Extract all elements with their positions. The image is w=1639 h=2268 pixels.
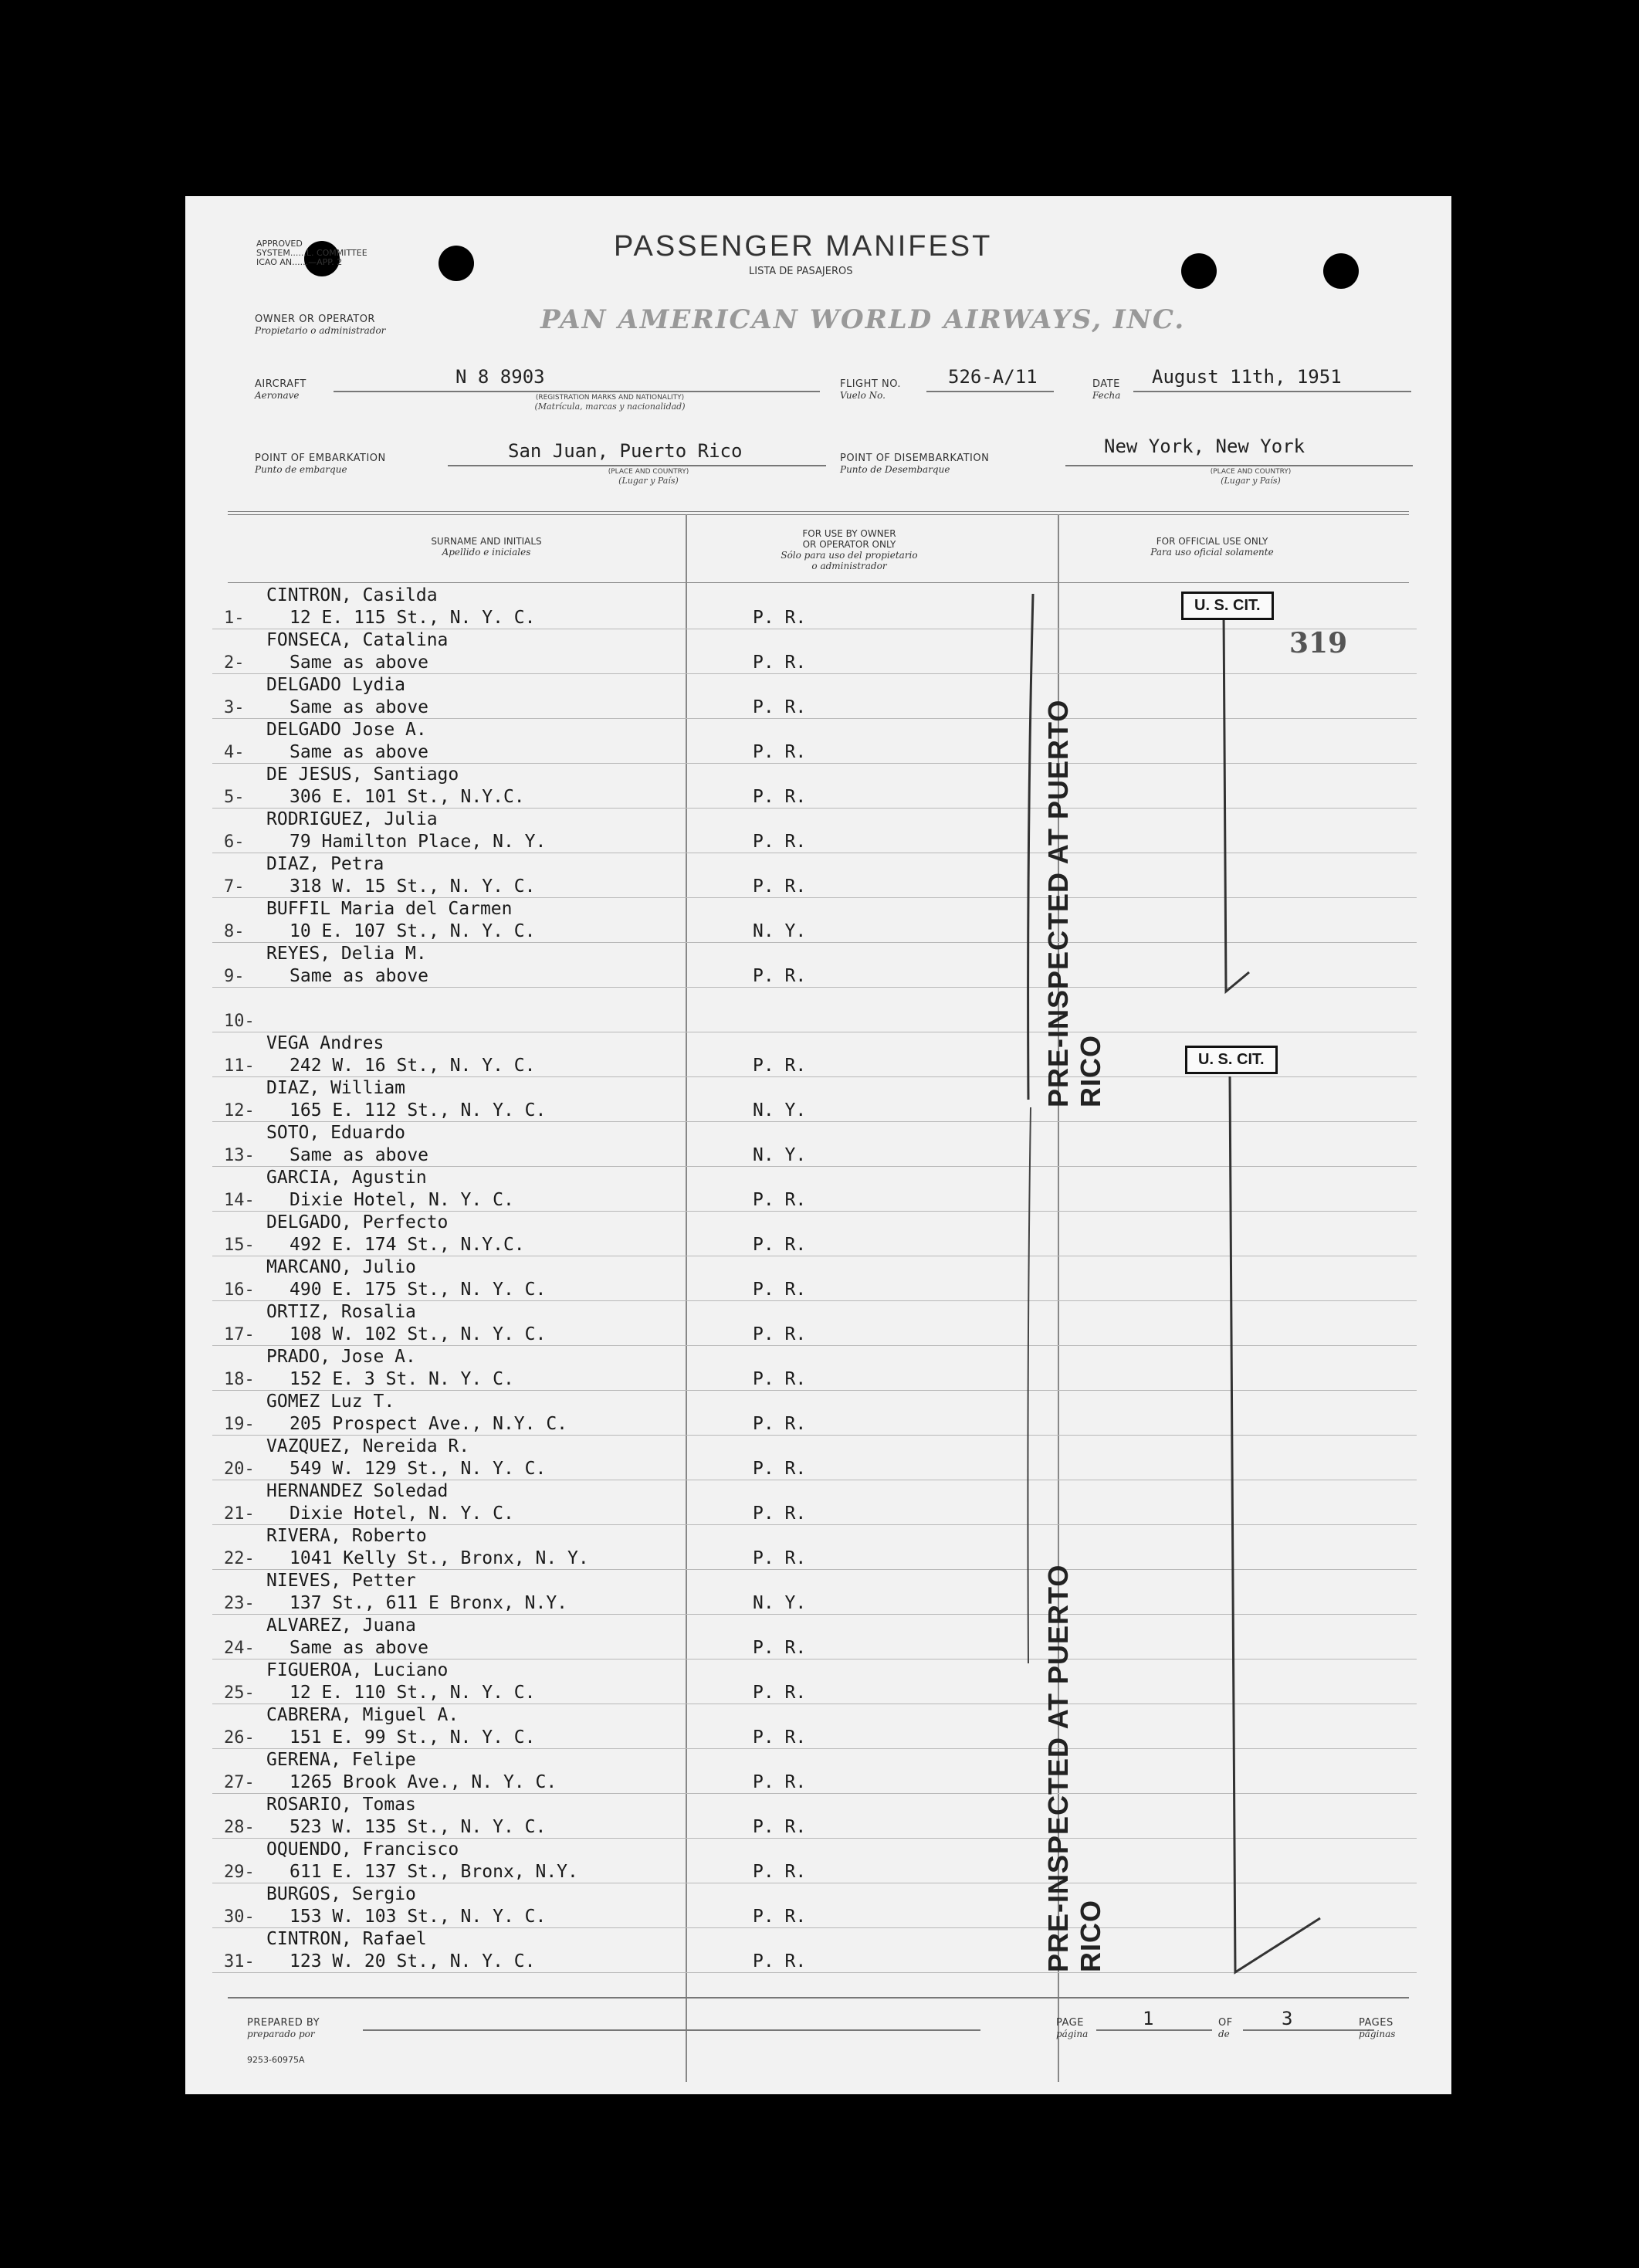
embark-label-en: POINT OF EMBARKATION [255,453,386,464]
passenger-address: 152 E. 3 St. N. Y. C. [290,1369,514,1389]
embark-value: San Juan, Puerto Rico [508,440,743,462]
passenger-name: GOMEZ Luz T. [266,1392,395,1412]
passenger-address: 1041 Kelly St., Bronx, N. Y. [290,1548,589,1568]
passenger-name: SOTO, Eduardo [266,1123,406,1143]
flight-label [840,378,901,401]
row-number: 12- [224,1101,255,1120]
row-number: 21- [224,1504,255,1524]
col-owner-es2: o administrador [811,561,887,571]
disembark-value: New York, New York [1104,436,1305,457]
row-number: 17- [224,1325,255,1344]
row-rule [212,1972,1417,1973]
pages-label-en: PAGES [1359,2017,1393,2029]
row-number: 15- [224,1236,255,1255]
passenger-address: 10 E. 107 St., N. Y. C. [290,921,536,941]
passenger-row [185,1793,1451,1838]
row-number: 29- [224,1863,255,1882]
page-label-en: PAGE [1056,2017,1084,2029]
date-label-en: DATE [1092,378,1120,390]
passenger-name: FONSECA, Catalina [266,630,449,650]
passenger-name: DIAZ, Petra [266,854,384,874]
passenger-name: FIGUEROA, Luciano [266,1660,449,1680]
passenger-name: ORTIZ, Rosalia [266,1302,416,1322]
passenger-row [185,1300,1451,1345]
col-official-es: Para uso oficial solamente [1150,547,1274,558]
row-number: 1- [224,609,245,628]
passenger-row [185,763,1451,808]
passenger-address: Dixie Hotel, N. Y. C. [290,1190,514,1210]
passenger-row [185,1256,1451,1300]
page-number: 1 [1143,2008,1154,2029]
row-number: 31- [224,1952,255,1971]
passenger-owner-code: P. R. [753,1862,807,1882]
table-top-rule [228,511,1409,515]
footer-rule [228,1997,1409,1998]
passenger-owner-code: N. Y. [753,1145,807,1165]
passenger-name: DIAZ, William [266,1078,406,1098]
passenger-owner-code: N. Y. [753,1100,807,1120]
row-number: 6- [224,832,245,852]
passenger-address: 12 E. 115 St., N. Y. C. [290,608,536,628]
owner-label [255,314,385,336]
passenger-name: ALVAREZ, Juana [266,1615,416,1636]
passenger-row [185,718,1451,763]
disembark-hint [1158,468,1343,486]
passenger-address: 306 E. 101 St., N.Y.C. [290,787,525,807]
passenger-owner-code: P. R. [753,1638,807,1658]
passenger-name: MARCANO, Julio [266,1257,416,1277]
row-number: 18- [224,1370,255,1389]
passenger-owner-code: P. R. [753,1459,807,1479]
punch-hole [1181,253,1217,289]
passenger-row [185,1524,1451,1569]
passenger-row [185,853,1451,897]
row-number: 19- [224,1415,255,1434]
passenger-owner-code: P. R. [753,742,807,762]
passenger-owner-code: P. R. [753,966,807,986]
row-number: 20- [224,1459,255,1479]
passenger-name: CINTRON, Casilda [266,585,438,605]
disembark-label [840,453,989,475]
date-label-es: Fecha [1092,390,1121,401]
passenger-name: RIVERA, Roberto [266,1526,427,1546]
passenger-owner-code: P. R. [753,1369,807,1389]
passenger-row [185,1390,1451,1435]
passenger-owner-code: P. R. [753,876,807,897]
row-number: 25- [224,1683,255,1703]
embark-label-es: Punto de embarque [255,464,347,475]
passenger-owner-code: P. R. [753,1772,807,1792]
passenger-address: 153 W. 103 St., N. Y. C. [290,1907,547,1927]
passenger-address: Dixie Hotel, N. Y. C. [290,1504,514,1524]
page-label-es: página [1056,2029,1089,2039]
flight-label-es: Vuelo No. [840,390,886,401]
passenger-name: NIEVES, Petter [266,1571,416,1591]
passenger-owner-code: P. R. [753,1951,807,1971]
passenger-row [185,1166,1451,1211]
manifest-sheet [185,196,1451,2094]
passenger-row [185,673,1451,718]
passenger-owner-code: P. R. [753,1504,807,1524]
row-number: 9- [224,967,245,986]
approval-line: SYSTEM......L. COMMITTEE [256,248,367,258]
passenger-name: DELGADO Lydia [266,675,406,695]
embark-label [255,453,386,475]
passenger-name: CABRERA, Miguel A. [266,1705,459,1725]
disembark-label-en: POINT OF DISEMBARKATION [840,453,990,464]
preinspected-stamp: PRE-INSPECTED AT PUERTO RICO [1042,1564,1106,1972]
of-label-en: OF [1218,2017,1233,2029]
flight-underline [926,391,1054,392]
passenger-row [185,1211,1451,1256]
date-underline [1133,391,1411,392]
row-number: 10- [224,1012,255,1031]
embark-hint-es: (Lugar y País) [618,476,679,486]
form-title: PASSENGER MANIFEST [614,230,993,263]
passenger-row [185,1614,1451,1659]
preinspected-stamp: PRE-INSPECTED AT PUERTO RICO [1042,699,1106,1107]
aircraft-label-en: AIRCRAFT [255,378,306,390]
form-subtitle: LISTA DE PASAJEROS [749,266,853,277]
passenger-name: VAZQUEZ, Nereida R. [266,1436,470,1456]
passenger-row [185,1569,1451,1614]
passenger-name: CINTRON, Rafael [266,1929,427,1949]
passenger-name: GERENA, Felipe [266,1750,416,1770]
row-number: 27- [224,1773,255,1792]
row-number: 4- [224,743,245,762]
passenger-owner-code: P. R. [753,1907,807,1927]
passenger-row [185,1435,1451,1480]
disembark-underline [1065,465,1413,466]
passenger-address: 123 W. 20 St., N. Y. C. [290,1951,536,1971]
passenger-owner-code: N. Y. [753,1593,807,1613]
embark-hint-en: (PLACE AND COUNTRY) [608,468,689,476]
passenger-row [185,987,1451,1032]
passenger-address: Same as above [290,742,429,762]
passenger-owner-code: P. R. [753,1548,807,1568]
owner-label-es: Propietario o administrador [255,325,386,336]
punch-hole [1323,253,1359,289]
col-official-heading [1073,536,1351,558]
passenger-row [185,1838,1451,1883]
flight-value: 526-A/11 [948,366,1038,388]
row-number: 5- [224,788,245,807]
page-label [1056,2017,1088,2039]
col-owner-heading [687,528,1011,571]
punch-hole [439,246,474,281]
passenger-owner-code: P. R. [753,1280,807,1300]
header-rule [228,582,1409,583]
passenger-address: 549 W. 129 St., N. Y. C. [290,1459,547,1479]
approval-block [256,239,367,267]
passenger-address: 151 E. 99 St., N. Y. C. [290,1727,536,1748]
passenger-row [185,897,1451,942]
row-number: 13- [224,1146,255,1165]
col-surname-en: SURNAME AND INITIALS [431,536,542,547]
aircraft-label [255,378,306,401]
passenger-name: HERNANDEZ Soledad [266,1481,449,1501]
row-number: 16- [224,1280,255,1300]
passenger-owner-code: P. R. [753,1727,807,1748]
row-number: 24- [224,1639,255,1658]
passenger-owner-code: P. R. [753,1683,807,1703]
row-number: 2- [224,653,245,673]
row-number: 22- [224,1549,255,1568]
flight-label-en: FLIGHT NO. [840,378,902,390]
passenger-owner-code: P. R. [753,608,807,628]
pages-label-es: páginas [1359,2029,1396,2039]
passenger-address: 490 E. 175 St., N. Y. C. [290,1280,547,1300]
col-owner-line1: FOR USE BY OWNER [802,528,896,539]
passenger-address: 137 St., 611 E Bronx, N.Y. [290,1593,568,1613]
prepared-label [247,2017,320,2039]
passenger-name: RODRIGUEZ, Julia [266,809,438,829]
passenger-owner-code: P. R. [753,787,807,807]
row-number: 3- [224,698,245,717]
aircraft-hint-es: (Matrícula, marcas y nacionalidad) [534,402,686,412]
passenger-owner-code: P. R. [753,653,807,673]
passenger-row [185,1927,1451,1972]
passenger-address: 242 W. 16 St., N. Y. C. [290,1056,536,1076]
passenger-address: 205 Prospect Ave., N.Y. C. [290,1414,568,1434]
owner-value: PAN AMERICAN WORLD AIRWAYS, INC. [540,304,1186,335]
passenger-name: GARCIA, Agustin [266,1168,427,1188]
passenger-owner-code: P. R. [753,1190,807,1210]
us-citizen-stamp: U. S. CIT. [1181,592,1274,620]
passenger-name: DELGADO, Perfecto [266,1212,449,1232]
of-label-es: de [1218,2029,1230,2039]
prepared-underline [363,2029,980,2031]
passenger-name: ROSARIO, Tomas [266,1795,416,1815]
official-number: 319 [1289,627,1348,659]
passenger-name: REYES, Delia M. [266,944,427,964]
pages-label [1359,2017,1395,2039]
passenger-owner-code: P. R. [753,1056,807,1076]
us-citizen-stamp: U. S. CIT. [1185,1046,1278,1074]
passenger-address: 492 E. 174 St., N.Y.C. [290,1235,525,1255]
passenger-address: 523 W. 135 St., N. Y. C. [290,1817,547,1837]
passenger-row [185,629,1451,673]
aircraft-value: N 8 8903 [455,366,545,388]
passenger-name: VEGA Andres [266,1033,384,1053]
row-number: 11- [224,1056,255,1076]
date-value: August 11th, 1951 [1152,366,1342,388]
prepared-label-es: preparado por [247,2029,315,2039]
aircraft-label-es: Aeronave [255,390,300,401]
aircraft-hint-en: (REGISTRATION MARKS AND NATIONALITY) [535,394,685,402]
page-total: 3 [1282,2008,1293,2029]
of-label [1218,2017,1233,2039]
form-code: 9253-60975A [247,2055,305,2065]
passenger-name: BURGOS, Sergio [266,1884,416,1904]
passenger-owner-code: N. Y. [753,921,807,941]
col-owner-es1: Sólo para uso del propietario [781,550,918,561]
passenger-row [185,1345,1451,1390]
passenger-address: Same as above [290,653,429,673]
passenger-owner-code: P. R. [753,832,807,852]
passenger-name: BUFFIL Maria del Carmen [266,899,513,919]
col-surname-heading [255,536,718,558]
row-number: 28- [224,1818,255,1837]
passenger-address: 318 W. 15 St., N. Y. C. [290,876,536,897]
date-label [1092,378,1120,401]
row-number: 26- [224,1728,255,1748]
passenger-owner-code: P. R. [753,697,807,717]
passenger-address: Same as above [290,697,429,717]
disembark-hint-es: (Lugar y País) [1221,476,1281,486]
row-number: 30- [224,1907,255,1927]
row-number: 7- [224,877,245,897]
passenger-row [185,1883,1451,1927]
col-surname-es: Apellido e iniciales [442,547,531,558]
prepared-label-en: PREPARED BY [247,2017,320,2029]
passenger-row [185,1748,1451,1793]
embark-underline [448,465,826,466]
disembark-label-es: Punto de Desembarque [840,464,950,475]
row-number: 8- [224,922,245,941]
aircraft-underline [334,391,820,392]
of-underline [1243,2029,1374,2031]
col-official-en: FOR OFFICIAL USE ONLY [1156,536,1268,547]
passenger-owner-code: P. R. [753,1414,807,1434]
passenger-row [185,1121,1451,1166]
col-owner-line2: OR OPERATOR ONLY [802,539,896,550]
row-number: 23- [224,1594,255,1613]
passenger-address: 165 E. 112 St., N. Y. C. [290,1100,547,1120]
passenger-address: Same as above [290,1638,429,1658]
passenger-owner-code: P. R. [753,1324,807,1344]
passenger-address: 611 E. 137 St., Bronx, N.Y. [290,1862,578,1882]
passenger-name: PRADO, Jose A. [266,1347,416,1367]
passenger-name: DE JESUS, Santiago [266,764,459,785]
passenger-row [185,1659,1451,1704]
passenger-name: DELGADO Jose A. [266,720,427,740]
disembark-hint-en: (PLACE AND COUNTRY) [1210,468,1292,476]
passenger-row [185,1076,1451,1121]
approval-line: ICAO AN......—APP. 2 [256,257,343,267]
passenger-row [185,808,1451,853]
passenger-address: 12 E. 110 St., N. Y. C. [290,1683,536,1703]
page-underline [1096,2029,1212,2031]
passenger-address: 1265 Brook Ave., N. Y. C. [290,1772,557,1792]
row-number: 14- [224,1191,255,1210]
passenger-owner-code: P. R. [753,1235,807,1255]
passenger-row [185,1704,1451,1748]
aircraft-hint [448,394,772,412]
passenger-owner-code: P. R. [753,1817,807,1837]
passenger-address: 108 W. 102 St., N. Y. C. [290,1324,547,1344]
passenger-row [185,1480,1451,1524]
approval-line: APPROVED [256,239,303,249]
passenger-address: Same as above [290,966,429,986]
owner-label-en: OWNER OR OPERATOR [255,314,375,325]
embark-hint [556,468,741,486]
passenger-row [185,942,1451,987]
passenger-name: OQUENDO, Francisco [266,1839,459,1859]
passenger-address: 79 Hamilton Place, N. Y. [290,832,547,852]
passenger-address: Same as above [290,1145,429,1165]
